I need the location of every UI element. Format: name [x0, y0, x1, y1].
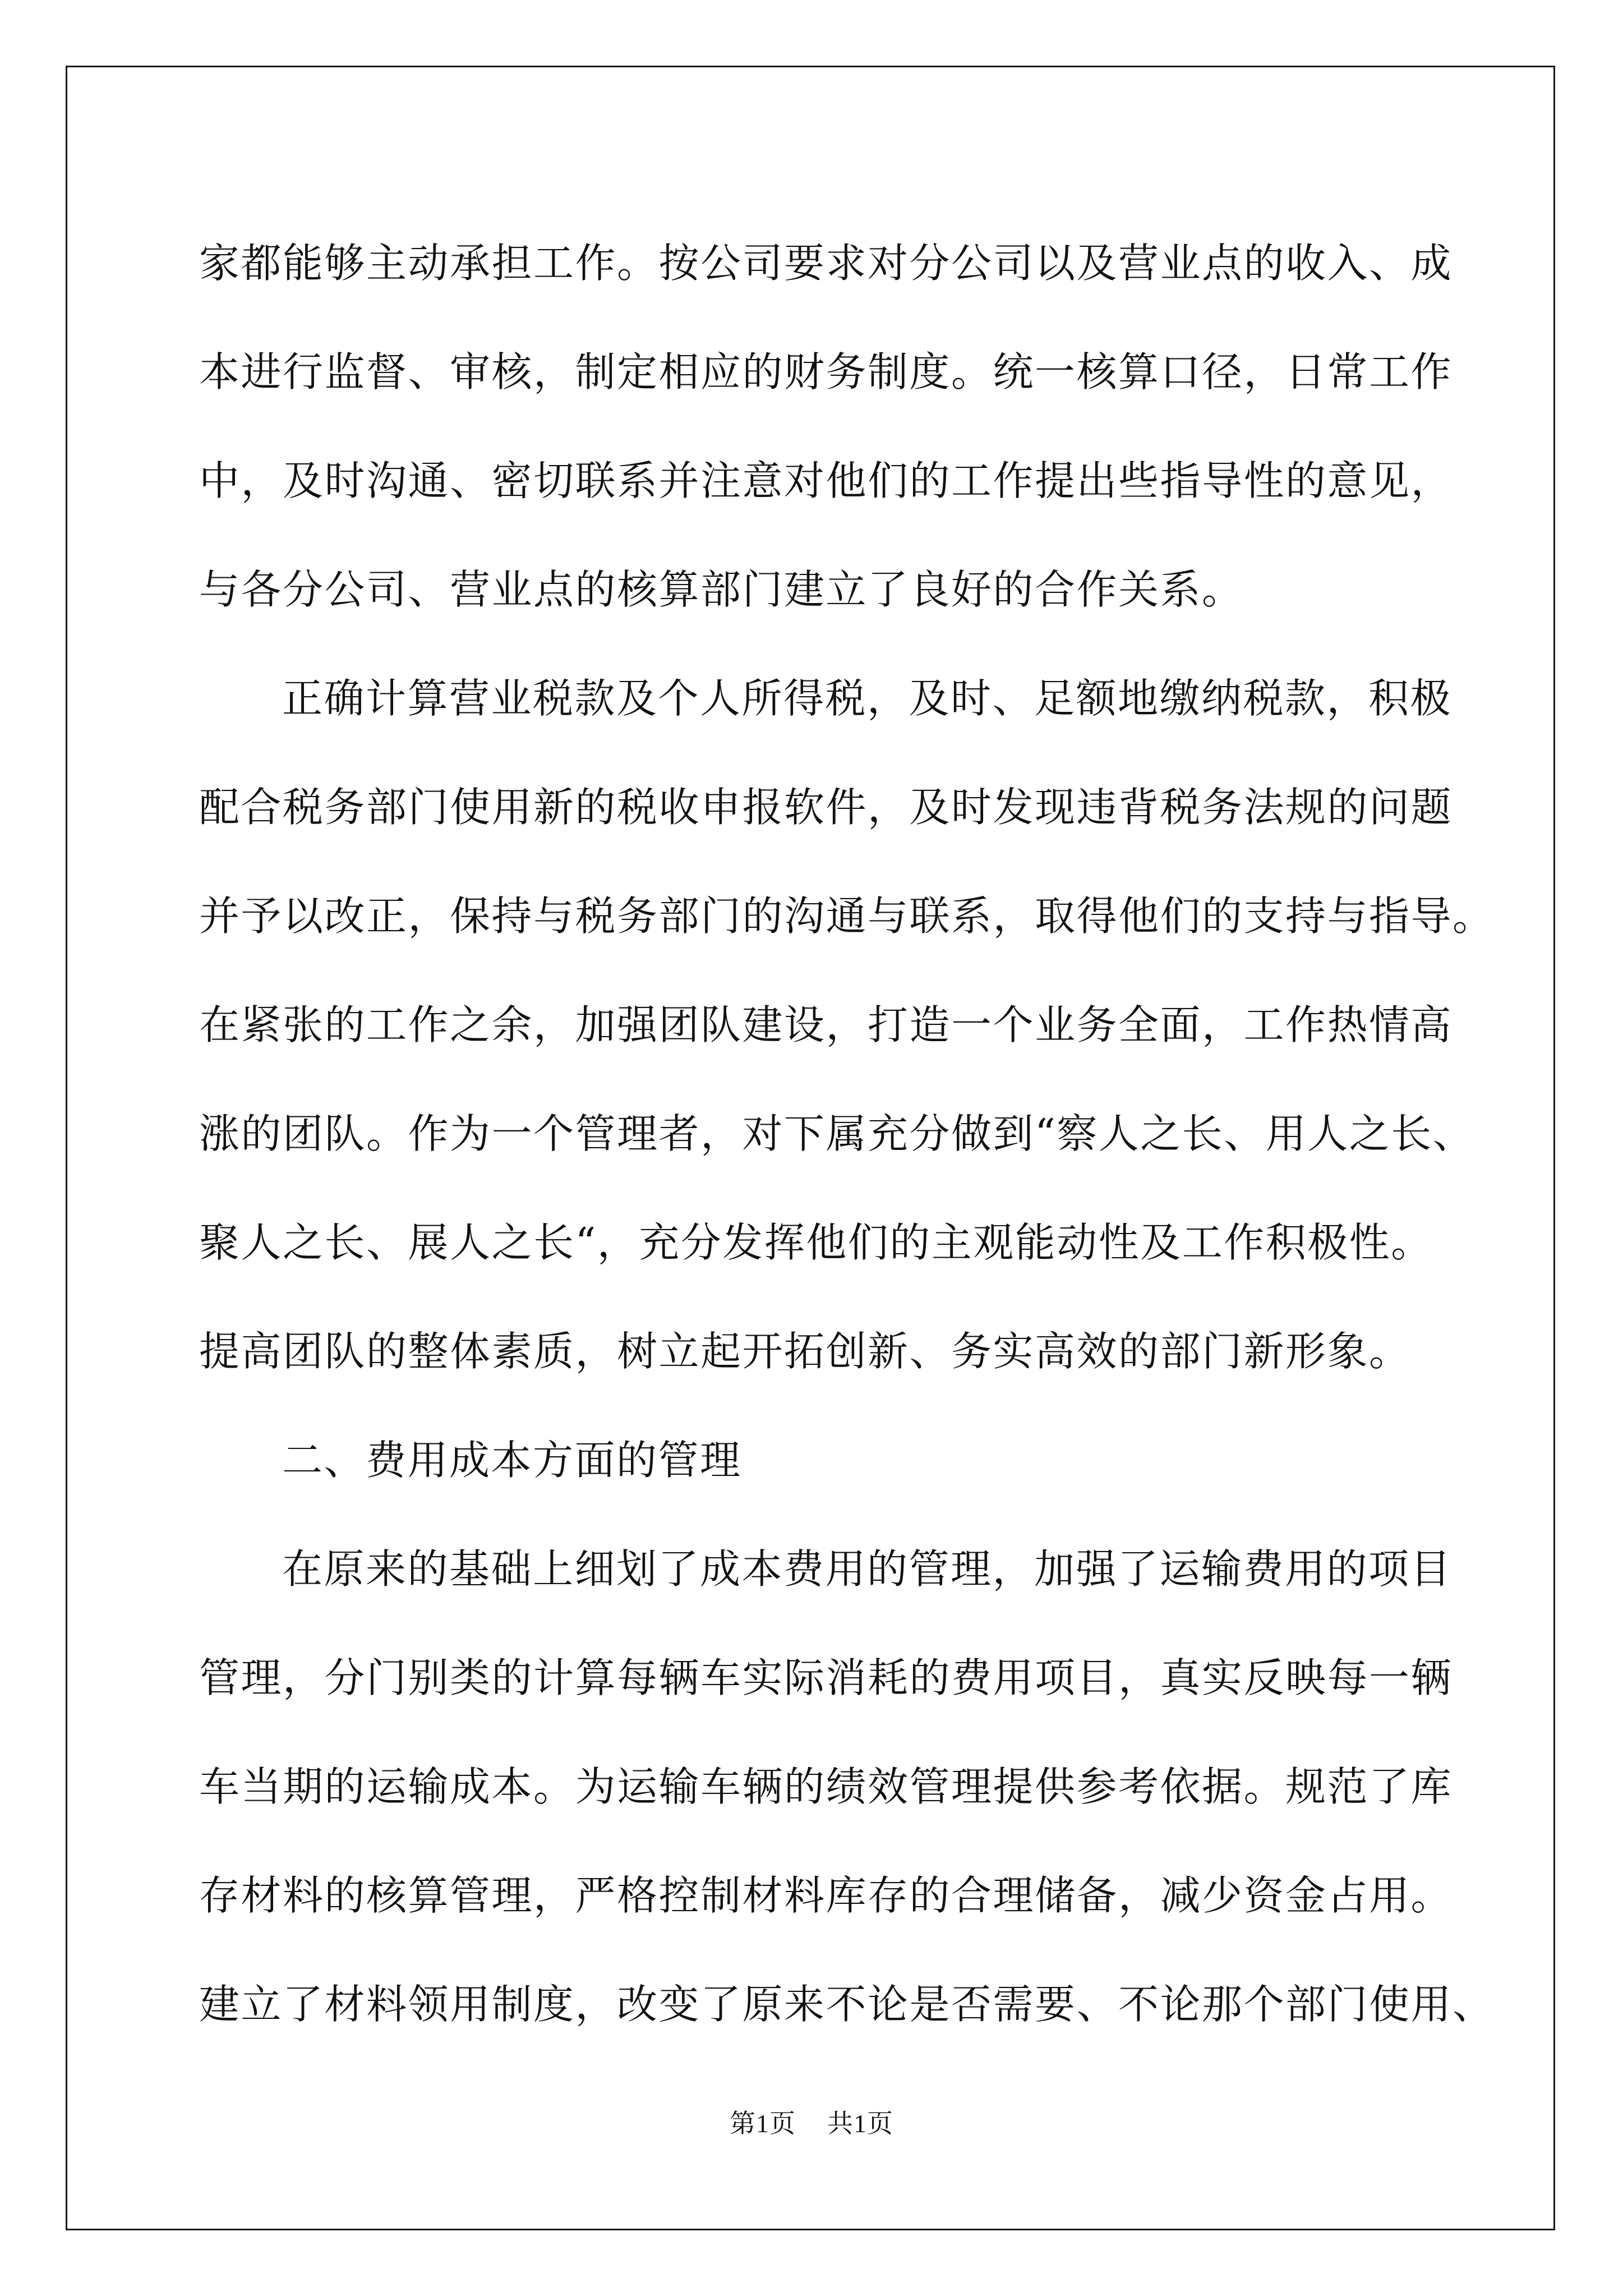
page-footer	[0, 2103, 1623, 2140]
text-line: 在紧张的工作之余，加强团队建设，打造一个业务全面，工作热情高	[199, 1001, 1453, 1048]
text-line: 管理，分门别类的计算每辆车实际消耗的费用项目，真实反映每一辆	[199, 1654, 1453, 1701]
text-line: 本进行监督、审核，制定相应的财务制度。统一核算口径，日常工作	[199, 348, 1453, 395]
text-line: 正确计算营业税款及个人所得税，及时、足额地缴纳税款，积极	[282, 675, 1453, 722]
text-line: 在原来的基础上细划了成本费用的管理，加强了运输费用的项目	[282, 1545, 1453, 1593]
page-total: 共1页	[827, 2109, 893, 2138]
text-line: 家都能够主动承担工作。按公司要求对分公司以及营业点的收入、成	[199, 240, 1453, 287]
text-line: 聚人之长、展人之长“，充分发挥他们的主观能动性及工作积极性。	[199, 1219, 1433, 1266]
text-line: 建立了材料领用制度，改变了原来不论是否需要、不论那个部门使用、	[199, 1981, 1495, 2028]
text-line: 并予以改正，保持与税务部门的沟通与联系，取得他们的支持与指导。	[199, 892, 1495, 940]
text-line: 存材料的核算管理，严格控制材料库存的合理储备，减少资金占用。	[199, 1872, 1453, 1919]
text-line: 中，及时沟通、密切联系并注意对他们的工作提出些指导性的意见，	[199, 457, 1453, 504]
text-line: 配合税务部门使用新的税收申报软件，及时发现违背税务法规的问题	[199, 784, 1453, 831]
text-line: 涨的团队。作为一个管理者，对下属充分做到“察人之长、用人之长、	[199, 1110, 1475, 1157]
text-line: 车当期的运输成本。为运输车辆的绩效管理提供参考依据。规范了库	[199, 1763, 1453, 1810]
document-body	[199, 209, 1495, 2059]
text-line: 与各分公司、营业点的核算部门建立了良好的合作关系。	[199, 566, 1244, 613]
text-line: 二、费用成本方面的管理	[282, 1437, 742, 1484]
page-number: 第1页	[730, 2109, 796, 2138]
text-line: 提高团队的整体素质，树立起开拓创新、务实高效的部门新形象。	[199, 1328, 1411, 1375]
